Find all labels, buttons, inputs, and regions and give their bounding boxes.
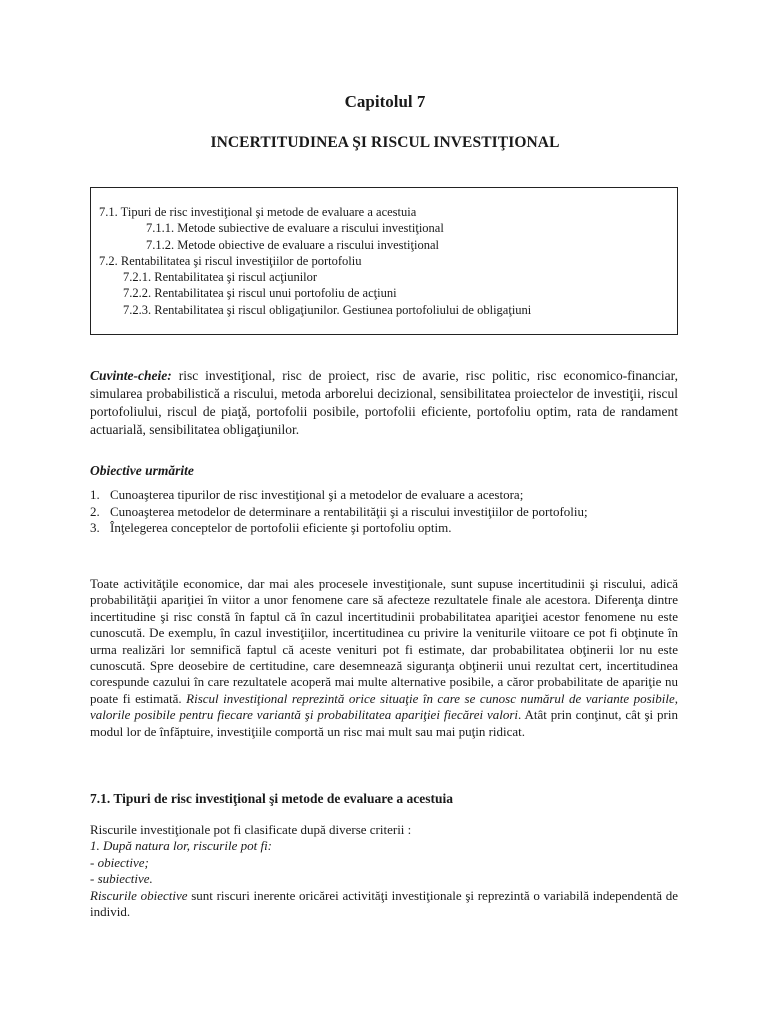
toc-item: 7.1. Tipuri de risc investiţional şi metode de evaluare a acestuia (99, 205, 417, 219)
toc-item: 7.1.1. Metode subiective de evaluare a riscului investiţional (146, 221, 444, 236)
list-item-number: 1. (90, 487, 100, 502)
list-item (90, 487, 678, 504)
intro-paragraph (90, 576, 678, 740)
chapter-title: INCERTITUDINEA ŞI RISCUL INVESTIŢIONAL (210, 134, 560, 151)
intro-text: Toate activităţile economice, dar mai ales procesele investiţionale, sunt supuse incertitudinii şi riscului, adică probabilităţii apariţiei în viitor a unor fenomene care să afecteze rezultatele finale ale acestora. Diferenţa dintre incertitudine şi risc constă în faptul că în cazul incertitudinii probabilitatea apariţiei acestor fenomene nu este cunoscută. De exemplu, în cazul investiţiilor, incertitudinea cu privire la veniturile viitoare ce pot fi obţinute în urma realizări lor semnifică faptul că aceste venituri pot fi estimate, dar probabilitatea obţinerii lor nu este cunoscută. Spre deosebire de certitudine, care desemnează siguranţa obţinerii unui rezultat cert, incertitudinea corespunde cazului în care rezultatele acoperă mai multe alternative posibile, a căror probabilitate de apariţie nu poate fi estimată. (90, 576, 678, 706)
section-heading: 7.1. Tipuri de risc investiţional şi metode de evaluare a acestuia (90, 791, 453, 806)
list-item-text: Cunoaşterea metodelor de determinare a rentabilităţii şi a riscului investiţiilor de portofoliu; (110, 503, 588, 519)
section-line: 1. După natura lor, riscurile pot fi: (90, 838, 273, 854)
list-item-text: Înţelegerea conceptelor de portofolii eficiente şi portofoliu optim. (110, 520, 452, 535)
toc-item: 7.2.1. Rentabilitatea şi riscul acţiunilor (123, 270, 318, 285)
chapter-label: Capitolul 7 (344, 92, 426, 111)
section-body (90, 822, 678, 920)
keywords-text: risc investiţional, risc de proiect, risc de avarie, risc politic, risc economico-financiar, simularea probabilistică a riscului, metoda arborelui decizional, sensibilitatea proiectelor de investiţii, riscul portofoliului, riscul de piaţă, portofolii posibile, portofolii eficiente, portofoliu optim, rata de randament actuarială, sensibilitatea obligaţiunilor. (90, 368, 678, 437)
toc-item: 7.1.2. Metode obiective de evaluare a riscului investiţional (146, 237, 439, 252)
keywords-paragraph (90, 367, 678, 439)
section-line: - obiective; (90, 854, 149, 870)
intro-text-end: . Atât prin conţinut, cât şi prin modul lor de înfăptuire, investiţiile comportă un risc mai mult sau mai puţin ridicat. (90, 707, 678, 739)
section-paragraph (90, 888, 678, 921)
list-item (90, 504, 678, 521)
list-item (90, 520, 678, 537)
toc-item: 7.2. Rentabilitatea şi riscul investiţiilor de portofoliu (99, 253, 362, 268)
toc-item: 7.2.3. Rentabilitatea şi riscul obligaţiunilor. Gestiunea portofoliului de obligaţiuni (123, 302, 532, 317)
section-line: - subiective. (90, 871, 153, 887)
keywords-label: Cuvinte-cheie: (90, 368, 172, 383)
table-of-contents (90, 187, 678, 335)
list-item-number: 3. (90, 520, 100, 535)
section-line: Riscurile investiţionale pot fi clasificate după diverse criterii : (90, 822, 412, 837)
intro-definition: Riscul investiţional reprezintă orice situaţie în care se cunosc numărul de variante posibile, valorile posibile pentru fiecare variantă şi probabilitatea apariţiei fiecărei valori (90, 690, 678, 723)
objectives-list (90, 487, 678, 537)
objectives-heading: Obiective urmărite (90, 463, 194, 478)
list-item-text: Cunoaşterea tipurilor de risc investiţional şi a metodelor de evaluare a acestora; (110, 487, 524, 502)
list-item-number: 2. (90, 503, 100, 519)
section-term-text: sunt riscuri inerente oricărei activităţi investiţionale şi reprezintă o variabilă independentă de individ. (90, 887, 678, 920)
section-term: Riscurile obiective (90, 887, 188, 903)
toc-item: 7.2.2. Rentabilitatea şi riscul unui portofoliu de acţiuni (123, 286, 397, 301)
